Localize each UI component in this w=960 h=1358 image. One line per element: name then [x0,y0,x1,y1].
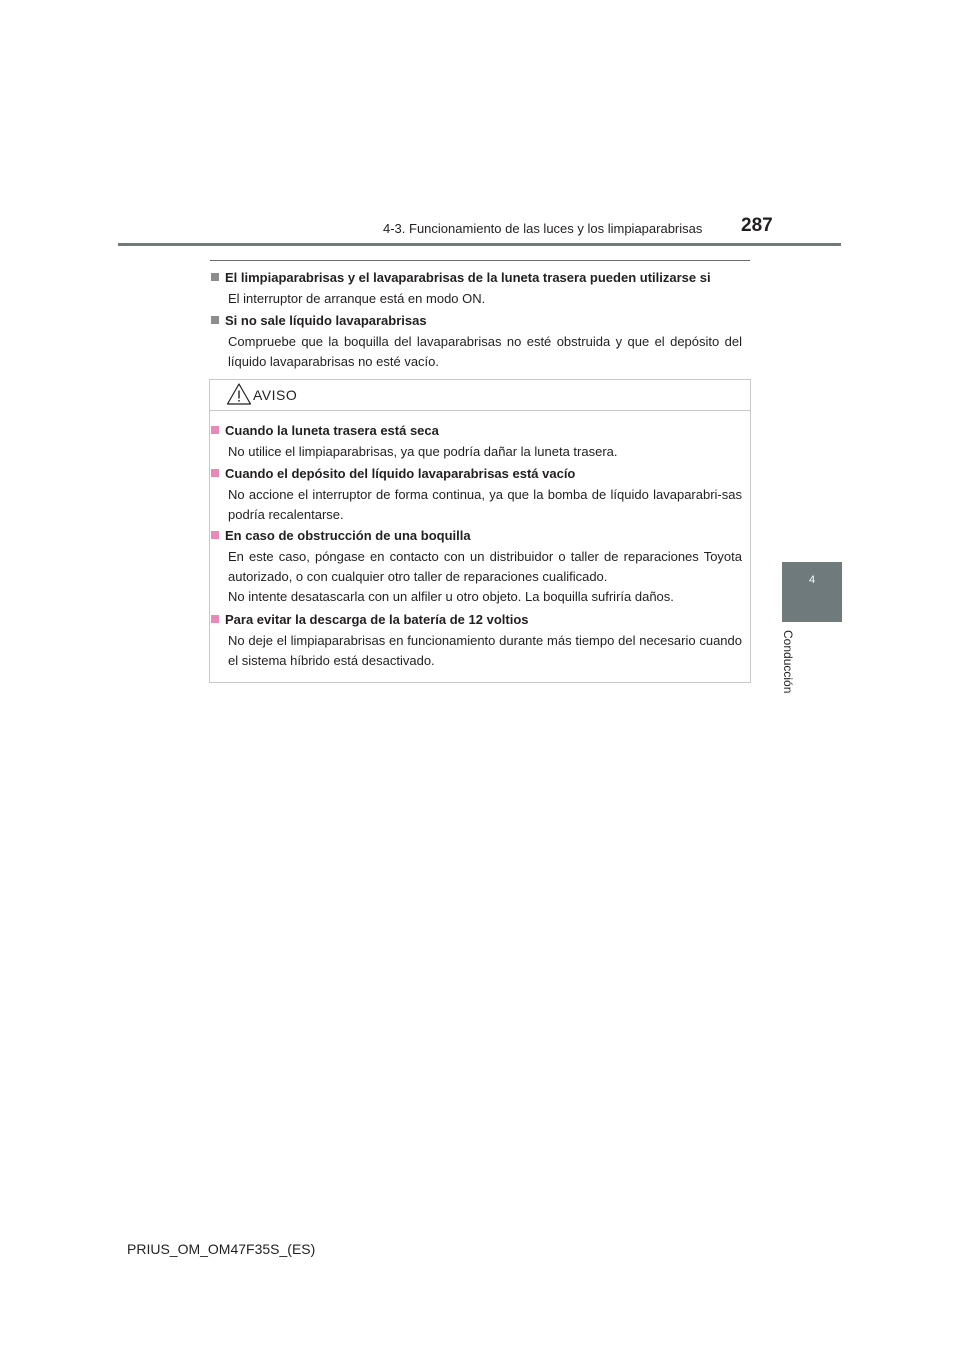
section-title: 4-3. Funcionamiento de las luces y los limpiaparabrisas [383,221,703,236]
document-code: PRIUS_OM_OM47F35S_(ES) [127,1241,316,1257]
section-heading [211,313,427,328]
warning-header-divider [210,410,750,411]
section-heading-text: Si no sale líquido lavaparabrisas [225,313,427,328]
warning-item-text: No intente desatascarla con un alfiler u otro objeto. La boquilla sufriría daños. [228,589,674,604]
section-text: Compruebe que la boquilla del lavaparabrisas no esté obstruida y que el depósito del líquido lavaparabrisas no esté vacío. [228,334,742,369]
warning-triangle-icon [226,382,252,406]
warning-item-heading-text: Cuando la luneta trasera está seca [225,423,439,438]
chapter-label [775,630,815,700]
section-text: El interruptor de arranque está en modo ON. [228,291,486,306]
section-heading-text: El limpiaparabrisas y el lavaparabrisas de la luneta trasera pueden utilizarse si [225,270,711,285]
warning-item-heading-text: Cuando el depósito del líquido lavaparabrisas está vacío [225,466,576,481]
warning-item-text: No accione el interruptor de forma continua, ya que la bomba de líquido lavaparabri-sas podría recalentarse. [228,487,742,522]
page-number: 287 [741,215,773,236]
warning-item-text: En este caso, póngase en contacto con un distribuidor o taller de reparaciones Toyota autorizado, o con cualquier otro taller de reparaciones cualificado. [228,549,742,584]
square-bullet-icon [211,531,219,539]
chapter-tab [782,562,842,622]
square-bullet-icon [211,316,219,324]
square-bullet-icon [211,469,219,477]
section-heading [211,270,711,285]
warning-item-text: No utilice el limpiaparabrisas, ya que podría dañar la luneta trasera. [228,444,618,459]
warning-item-heading-text: En caso de obstrucción de una boquilla [225,528,471,543]
content-divider [210,260,750,261]
warning-item-heading [211,423,439,438]
header-divider [118,243,841,246]
square-bullet-icon [211,273,219,281]
warning-item-heading [211,466,575,481]
warning-item-heading [211,612,529,627]
warning-title: AVISO [253,387,298,403]
warning-item-text: No deje el limpiaparabrisas en funcionamiento durante más tiempo del necesario cuando el sistema híbrido está desactivado. [228,633,742,668]
warning-item-heading [211,528,471,543]
chapter-number: 4 [808,574,816,586]
warning-item-heading-text: Para evitar la descarga de la batería de 12 voltios [225,612,529,627]
square-bullet-icon [211,426,219,434]
chapter-label-text: Conducción [781,630,795,694]
square-bullet-icon [211,615,219,623]
